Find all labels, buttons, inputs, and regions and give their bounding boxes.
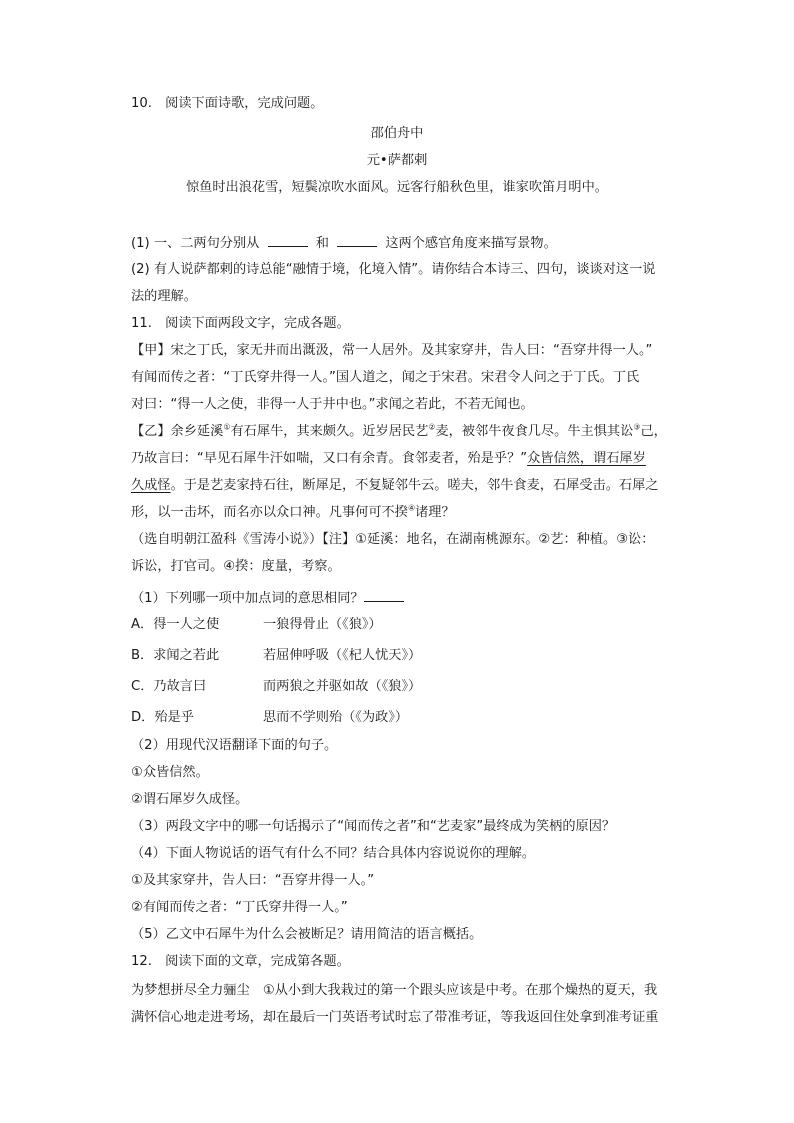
answer-blank-1[interactable] xyxy=(268,234,308,247)
q12-line2: 满怀信心地走进考场，却在最后一门英语考试时忘了带准考证，等我返回住处拿到准考证重 xyxy=(131,1010,659,1025)
option-a xyxy=(131,616,691,634)
q11-s1 xyxy=(131,589,691,607)
yi-underlined-sentence-b: 久成怪 xyxy=(131,478,171,493)
q11-s3: （3）两段文字中的哪一句话揭示了“闻而传之者”和“艺麦家”最终成为笑柄的原因？ xyxy=(131,819,616,834)
q10-sub2-line2: 法的理解。 xyxy=(131,289,197,304)
q12-header: 12. 阅读下面的文章，完成第各题。 xyxy=(131,954,350,969)
option-a-right: 一狼得骨止（《狼》） xyxy=(263,617,382,632)
footnote-mark-1: ① xyxy=(223,422,231,432)
q11-s4-2: ②有闻而传之者：“丁氏穿井得一人。” xyxy=(131,900,348,915)
q11-header: 11. 阅读下面两段文字，完成各题。 xyxy=(131,316,350,331)
poem-title: 邵伯舟中 xyxy=(370,126,424,141)
q11-jia-line3: 对曰：“得一人之使，非得一人于井中也。”求闻之若此，不若无闻也。 xyxy=(131,397,534,412)
option-a-left: A．得一人之使 xyxy=(131,617,220,632)
yi-line2-a: 乃故言曰：“早见石犀牛汗如喘，又口有余青。食邻麦者，殆是乎？” xyxy=(131,451,528,466)
yi-line3-b: 。于是艺麦家持石往，断犀足，不复疑邻牛云。嗟夫，邻牛食麦，石犀受击。石犀之 xyxy=(170,478,659,493)
q11-s2-2: ②谓石犀岁久成怪。 xyxy=(131,792,249,807)
yi-line1-d: 己， xyxy=(640,424,667,439)
q11-yi-line2 xyxy=(131,450,691,468)
yi-line1-a: 【乙】余乡延溪 xyxy=(131,424,224,439)
q11-s2-1: ①众皆信然。 xyxy=(131,765,209,780)
poem-author: 元•萨都剌 xyxy=(366,153,428,168)
option-b-left: B．求闻之若此 xyxy=(131,648,220,663)
q10-sub1-text-c: 这两个感官角度来描写景物。 xyxy=(385,236,557,251)
yi-underlined-sentence-a: 众皆信然，谓石犀岁 xyxy=(527,451,646,466)
q11-note-line2: 诉讼，打官司。④揆：度量，考察。 xyxy=(131,559,341,574)
option-d xyxy=(131,709,691,727)
answer-blank-3[interactable] xyxy=(364,589,404,602)
q11-yi-line1 xyxy=(131,423,691,441)
q11-yi-line4 xyxy=(131,504,691,522)
poem-line: 惊鱼时出浪花雪，短鬓凉吹水面风。远客行船秋色里，谁家吹笛月明中。 xyxy=(186,180,608,195)
q11-s4: （4）下面人物说话的语气有什么不同？结合具体内容说说你的理解。 xyxy=(131,846,536,861)
option-c xyxy=(131,678,691,696)
q10-sub1 xyxy=(131,234,691,252)
option-b-right: 若屈伸呼吸（《杞人忧天》） xyxy=(263,648,422,663)
q10-sub1-text-a: (1) 一、二两句分别从 xyxy=(131,236,260,251)
option-c-right: 而两狼之并驱如故（《狼》） xyxy=(263,679,422,694)
yi-line1-c: 麦，被邻牛夜食几尽。牛主惧其讼 xyxy=(435,424,634,439)
answer-blank-2[interactable] xyxy=(337,234,377,247)
option-d-right: 思而不学则殆（《为政》） xyxy=(263,710,409,725)
q12-line1: 为梦想拼尽全力骊尘 ①从小到大我栽过的第一个跟头应该是中考。在那个燥热的夏天，我 xyxy=(131,983,658,998)
option-c-left: C．乃故言曰 xyxy=(131,679,207,694)
q11-s4-1: ①及其家穿井，告人曰：“吾穿井得一人。” xyxy=(131,873,375,888)
option-d-left: D．殆是乎 xyxy=(131,710,194,725)
q11-s5: （5）乙文中石犀牛为什么会被断足？请用简洁的语言概括。 xyxy=(131,927,483,942)
footnote-mark-3: ③ xyxy=(633,422,641,432)
yi-line4-b: 诸理？ xyxy=(415,505,455,520)
q10-header: 10. 阅读下面诗歌，完成问题。 xyxy=(131,96,324,111)
q11-s1-text: （1）下列哪一项中加点词的意思相同？ xyxy=(131,591,364,606)
yi-line1-b: 有石犀牛，其来颇久。近岁居民艺 xyxy=(230,424,429,439)
q11-jia-line1: 【甲】宋之丁氏，家无井而出溉汲，常一人居外。及其家穿井，告人曰：“吾穿井得一人。” xyxy=(131,343,653,358)
q11-note-line1: （选自明朝江盈科《雪涛小说》）【注】①延溪：地名，在湖南桃源东。②艺：种植。③讼： xyxy=(131,532,655,547)
q11-yi-line3 xyxy=(131,477,691,495)
option-b xyxy=(131,647,691,665)
q10-sub2-line1: (2) 有人说萨都剌的诗总能“融情于境，化境入情”。请你结合本诗三、四句，谈谈对这一说 xyxy=(131,262,656,277)
yi-line4-a: 形，以一击坏，而名亦以众口神。凡事何可不揆 xyxy=(131,505,408,520)
footnote-mark-2: ② xyxy=(428,422,436,432)
q10-sub1-text-b: 和 xyxy=(315,236,329,251)
q11-jia-line2: 有闻而传之者：“丁氏穿井得一人。”国人道之，闻之于宋君。宋君令人问之于丁氏。丁氏 xyxy=(131,370,640,385)
footnote-mark-4: ④ xyxy=(407,503,416,513)
q11-s2: （2）用现代汉语翻译下面的句子。 xyxy=(131,738,338,753)
